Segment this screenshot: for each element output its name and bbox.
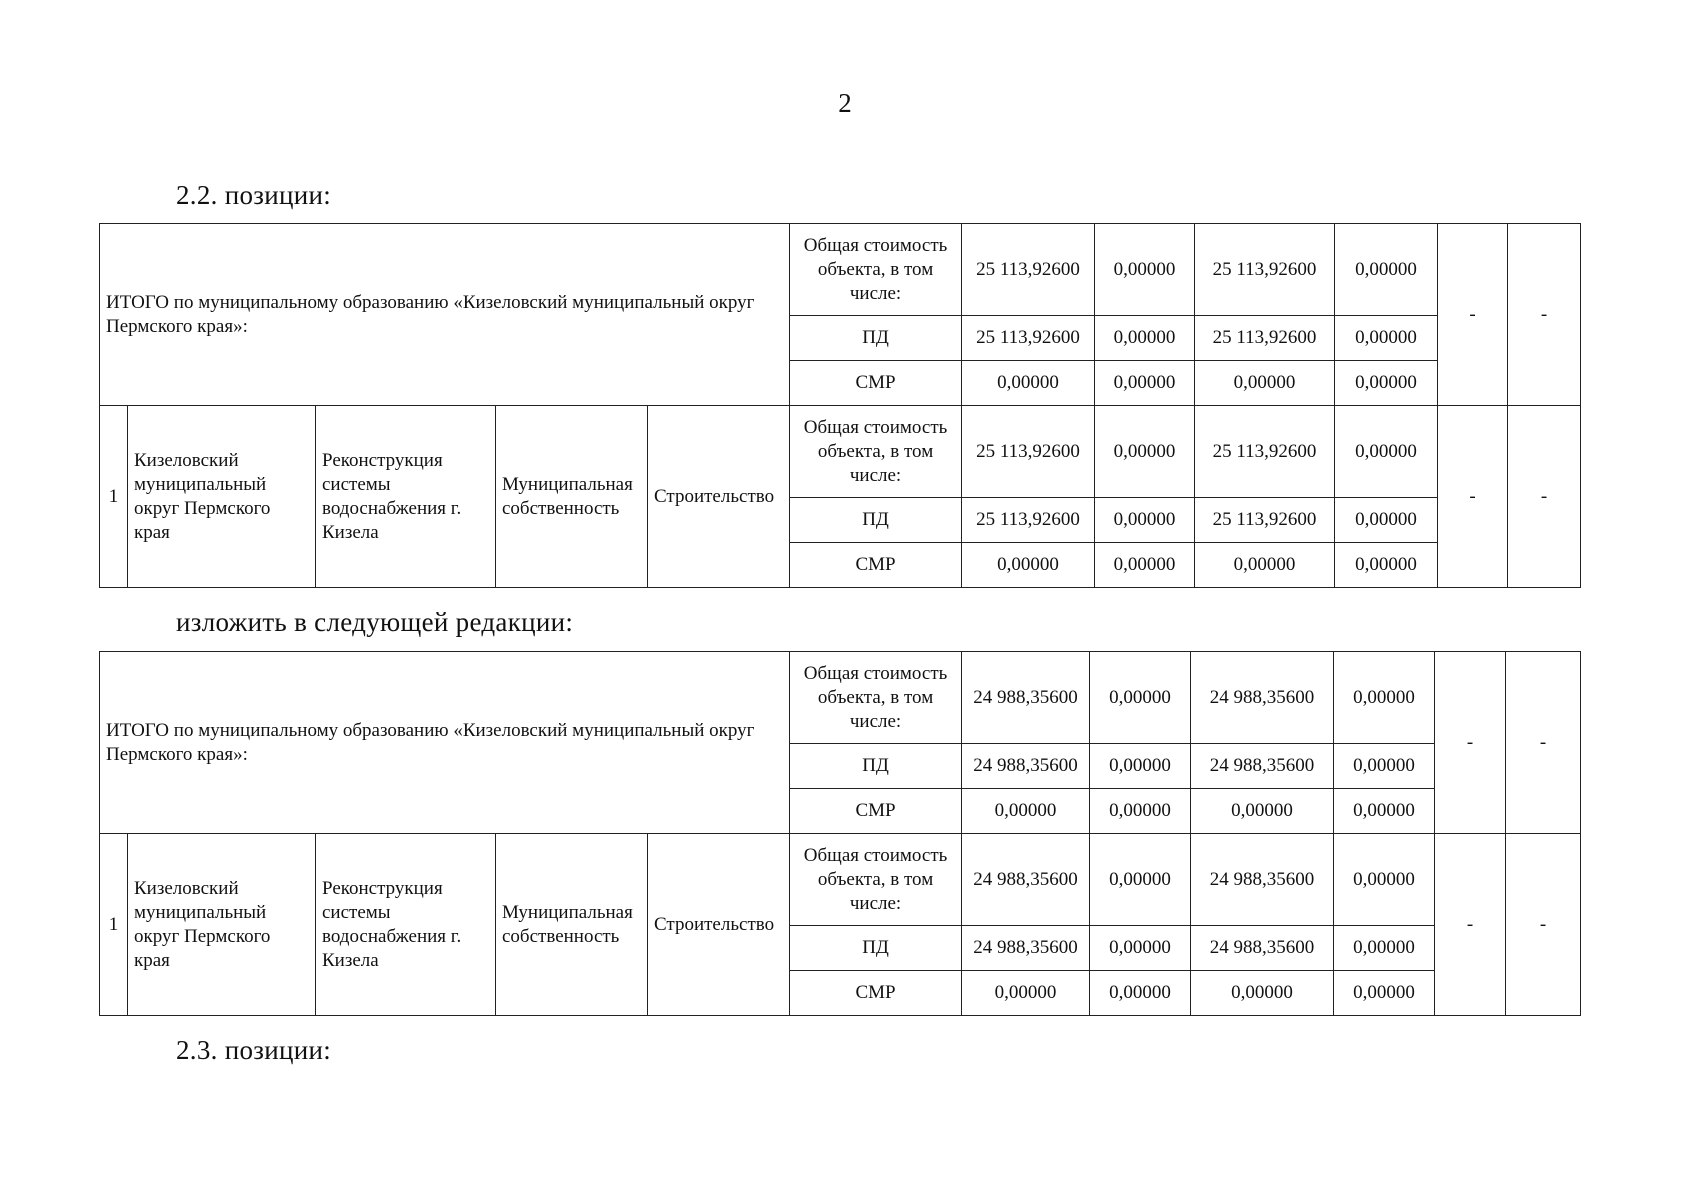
value-cell: 24 988,35600 xyxy=(1191,926,1334,971)
value-cell: 0,00000 xyxy=(1090,789,1191,834)
cost-label: Общая стоимость объекта, в том числе: xyxy=(790,652,962,744)
cost-label: СМР xyxy=(790,361,962,406)
value-cell: 0,00000 xyxy=(1191,971,1334,1016)
value-cell: 24 988,35600 xyxy=(1191,834,1334,926)
value-cell: 24 988,35600 xyxy=(962,744,1090,789)
total-label: ИТОГО по муниципальному образованию «Кизеловский муниципальный округ Пермского края»: xyxy=(100,652,790,834)
table-row xyxy=(100,224,1581,316)
table-row xyxy=(100,652,1581,744)
municipality-cell: Кизеловский муниципальный округ Пермского края xyxy=(128,834,316,1016)
value-cell: 0,00000 xyxy=(1090,971,1191,1016)
dash-cell: - xyxy=(1508,406,1581,588)
municipality-cell: Кизеловский муниципальный округ Пермского края xyxy=(128,406,316,588)
cost-label: СМР xyxy=(790,543,962,588)
value-cell: 24 988,35600 xyxy=(962,834,1090,926)
section-heading-2-2: 2.2. позиции: xyxy=(176,180,332,210)
cost-label: ПД xyxy=(790,498,962,543)
value-cell: 0,00000 xyxy=(1334,744,1435,789)
value-cell: 0,00000 xyxy=(1095,224,1195,316)
value-cell: 0,00000 xyxy=(1334,789,1435,834)
row-index: 1 xyxy=(100,834,128,1016)
dash-cell: - xyxy=(1438,406,1508,588)
value-cell: 25 113,92600 xyxy=(1195,224,1335,316)
value-cell: 0,00000 xyxy=(1090,834,1191,926)
value-cell: 0,00000 xyxy=(1090,926,1191,971)
dash-cell: - xyxy=(1506,652,1581,834)
value-cell: 0,00000 xyxy=(1335,361,1438,406)
table-row xyxy=(100,834,1581,926)
value-cell: 0,00000 xyxy=(1334,971,1435,1016)
value-cell: 0,00000 xyxy=(1095,406,1195,498)
budget-table-original xyxy=(99,223,1581,588)
value-cell: 0,00000 xyxy=(1334,926,1435,971)
section-heading-2-3: 2.3. позиции: xyxy=(176,1035,332,1065)
ownership-cell: Муниципальная собственность xyxy=(496,834,648,1016)
value-cell: 24 988,35600 xyxy=(962,926,1090,971)
section-heading-new-edition: изложить в следующей редакции: xyxy=(176,607,574,637)
value-cell: 0,00000 xyxy=(962,361,1095,406)
value-cell: 0,00000 xyxy=(1335,224,1438,316)
value-cell: 0,00000 xyxy=(1095,543,1195,588)
total-label: ИТОГО по муниципальному образованию «Кизеловский муниципальный округ Пермского края»: xyxy=(100,224,790,406)
value-cell: 0,00000 xyxy=(1335,316,1438,361)
value-cell: 0,00000 xyxy=(962,789,1090,834)
object-cell: Реконструкция системы водоснабжения г. Кизела xyxy=(316,834,496,1016)
dash-cell: - xyxy=(1508,224,1581,406)
work-type-cell: Строительство xyxy=(648,834,790,1016)
cost-label: СМР xyxy=(790,971,962,1016)
value-cell: 0,00000 xyxy=(1334,652,1435,744)
page-number: 2 xyxy=(838,88,852,118)
object-cell: Реконструкция системы водоснабжения г. Кизела xyxy=(316,406,496,588)
value-cell: 0,00000 xyxy=(1095,498,1195,543)
cost-label: Общая стоимость объекта, в том числе: xyxy=(790,406,962,498)
value-cell: 25 113,92600 xyxy=(1195,498,1335,543)
work-type-cell: Строительство xyxy=(648,406,790,588)
value-cell: 0,00000 xyxy=(1090,652,1191,744)
value-cell: 0,00000 xyxy=(1334,834,1435,926)
cost-label: ПД xyxy=(790,926,962,971)
value-cell: 0,00000 xyxy=(1195,361,1335,406)
cost-label: Общая стоимость объекта, в том числе: xyxy=(790,834,962,926)
ownership-cell: Муниципальная собственность xyxy=(496,406,648,588)
value-cell: 0,00000 xyxy=(962,971,1090,1016)
value-cell: 0,00000 xyxy=(1195,543,1335,588)
dash-cell: - xyxy=(1435,652,1506,834)
value-cell: 25 113,92600 xyxy=(962,316,1095,361)
value-cell: 24 988,35600 xyxy=(1191,744,1334,789)
value-cell: 0,00000 xyxy=(962,543,1095,588)
value-cell: 24 988,35600 xyxy=(1191,652,1334,744)
value-cell: 24 988,35600 xyxy=(962,652,1090,744)
dash-cell: - xyxy=(1506,834,1581,1016)
value-cell: 25 113,92600 xyxy=(962,406,1095,498)
value-cell: 0,00000 xyxy=(1191,789,1334,834)
cost-label: ПД xyxy=(790,316,962,361)
cost-label: Общая стоимость объекта, в том числе: xyxy=(790,224,962,316)
value-cell: 25 113,92600 xyxy=(1195,316,1335,361)
value-cell: 25 113,92600 xyxy=(962,498,1095,543)
value-cell: 0,00000 xyxy=(1090,744,1191,789)
value-cell: 0,00000 xyxy=(1335,543,1438,588)
cost-label: ПД xyxy=(790,744,962,789)
value-cell: 0,00000 xyxy=(1335,406,1438,498)
value-cell: 25 113,92600 xyxy=(962,224,1095,316)
dash-cell: - xyxy=(1435,834,1506,1016)
table-row xyxy=(100,406,1581,498)
budget-table-revised xyxy=(99,651,1581,1016)
value-cell: 0,00000 xyxy=(1095,316,1195,361)
value-cell: 25 113,92600 xyxy=(1195,406,1335,498)
cost-label: СМР xyxy=(790,789,962,834)
dash-cell: - xyxy=(1438,224,1508,406)
value-cell: 0,00000 xyxy=(1095,361,1195,406)
row-index: 1 xyxy=(100,406,128,588)
value-cell: 0,00000 xyxy=(1335,498,1438,543)
